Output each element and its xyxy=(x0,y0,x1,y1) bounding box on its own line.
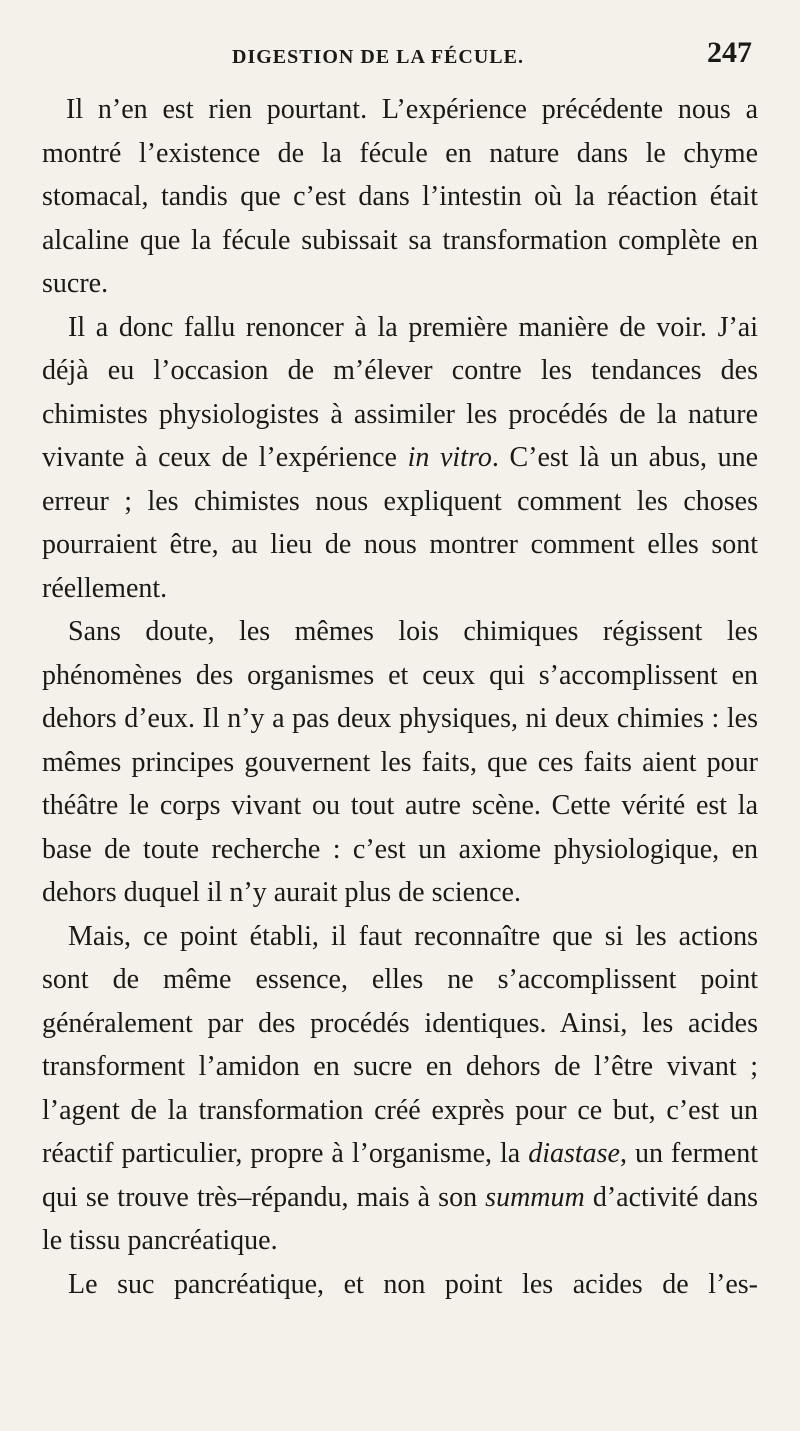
paragraph xyxy=(42,306,758,611)
paragraph xyxy=(42,610,758,915)
italic-text-segment: diastase xyxy=(528,1138,620,1169)
text-segment: d’activité dans le tissu pancréatique. xyxy=(42,1181,758,1256)
text-segment: Sans doute, les mêmes lois chimiques régissent les phénomènes des organismes et ceux qui s’accomplissent en dehors d’eux. Il n’y a pas deux physiques, ni deux chimies : les mêmes principes gouvernent les faits, que ces faits aient pour théâtre le corps vivant ou tout autre scène. Cette vérité est la base de toute recherche : c’est un axiome physiologique, en dehors duquel il n’y aurait plus de science. xyxy=(42,616,758,908)
running-title: DIGESTION DE LA FÉCULE. xyxy=(232,46,524,68)
page-number: 247 xyxy=(707,36,752,69)
text-segment: Le suc pancréatique, et non point les acides de l’es- xyxy=(68,1268,758,1300)
paragraph xyxy=(42,915,758,1263)
text-segment: Mais, ce point établi, il faut reconnaître que si les actions sont de même essence, elles ne s’accomplissent point généralement par des procédés identiques. Ainsi, les acides transforment l’amidon en sucre en dehors de l’être vivant ; l’agent de la transformation créé exprès pour ce but, c’est un réactif particulier, propre à l’organisme, la xyxy=(42,920,758,1169)
paragraph xyxy=(42,88,758,306)
page-body xyxy=(42,88,758,1306)
text-segment: , un ferment qui se trouve très–répandu, mais à son xyxy=(42,1138,758,1213)
text-segment: . C’est là un abus, une erreur ; les chimistes nous expliquent comment les choses pourraient être, au lieu de nous montrer comment elles sont réellement. xyxy=(42,442,758,604)
text-segment: Il n’en est rien pourtant. L’expérience précédente nous a montré l’existence de la fécule en nature dans le chyme stomacal, tandis que c’est dans l’intestin où la réaction était alcaline que la fécule subissait sa transformation complète en sucre. xyxy=(42,94,758,299)
italic-text-segment: in vitro xyxy=(407,442,492,473)
italic-text-segment: summum xyxy=(485,1181,585,1213)
paragraph xyxy=(42,1263,758,1307)
text-segment: Il a donc fallu renoncer à la première manière de voir. J’ai déjà eu l’occasion de m’élever contre les tendances des chimistes physiologistes à assimiler les procédés de la nature vivante à ceux de l’expérience xyxy=(42,311,758,473)
page-header xyxy=(42,36,752,80)
